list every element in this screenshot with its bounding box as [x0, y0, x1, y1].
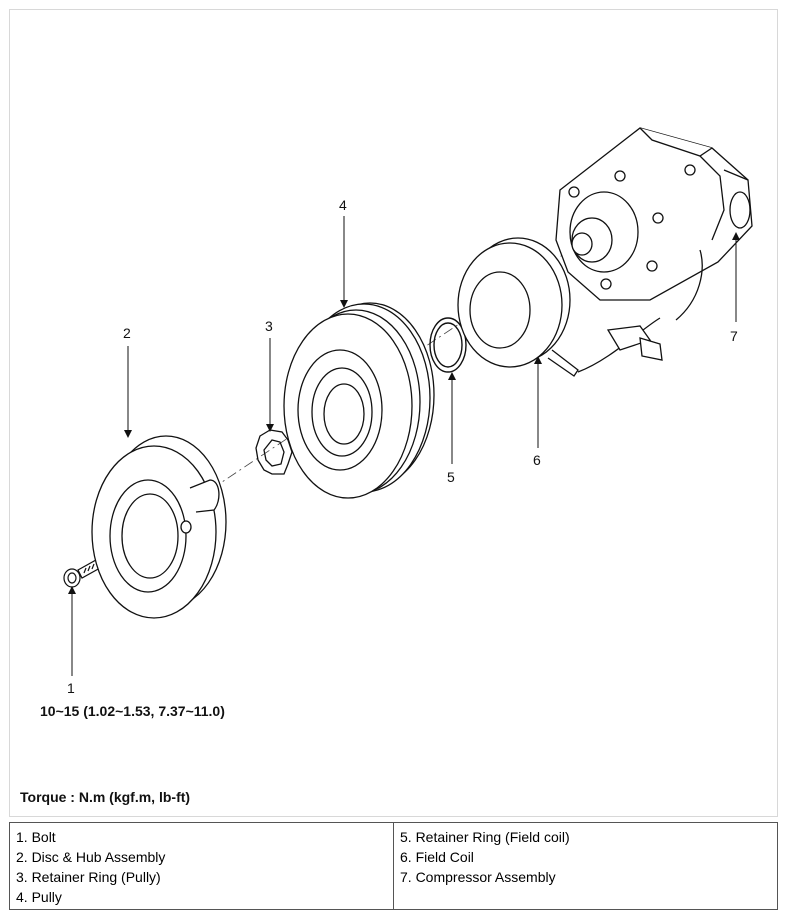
callout-1: 1 [67, 680, 75, 696]
callout-4: 4 [339, 197, 347, 213]
parts-legend-table [9, 822, 778, 910]
torque-unit-note: Torque : N.m (kgf.m, lb-ft) [20, 789, 191, 805]
legend-item: 6. Field Coil [400, 849, 474, 865]
legend-column-left [10, 823, 393, 909]
pully-part [284, 303, 434, 498]
bolt-part [64, 560, 100, 587]
legend-column-right [393, 823, 777, 909]
legend-item: 4. Pully [16, 889, 62, 905]
callout-3: 3 [265, 318, 273, 334]
disc-hub-assembly-part [92, 436, 226, 618]
legend-item: 3. Retainer Ring (Pully) [16, 869, 161, 885]
callout-6: 6 [533, 452, 541, 468]
callout-2: 2 [123, 325, 131, 341]
callout-7: 7 [730, 328, 738, 344]
callout-5: 5 [447, 469, 455, 485]
legend-item: 5. Retainer Ring (Field coil) [400, 829, 570, 845]
retainer-ring-pully-part [256, 430, 292, 474]
legend-item: 1. Bolt [16, 829, 56, 845]
legend-item: 2. Disc & Hub Assembly [16, 849, 166, 865]
legend-item: 7. Compressor Assembly [400, 869, 556, 885]
bolt-torque-spec: 10~15 (1.02~1.53, 7.37~11.0) [40, 703, 225, 719]
compressor-assembly-part [556, 128, 752, 360]
